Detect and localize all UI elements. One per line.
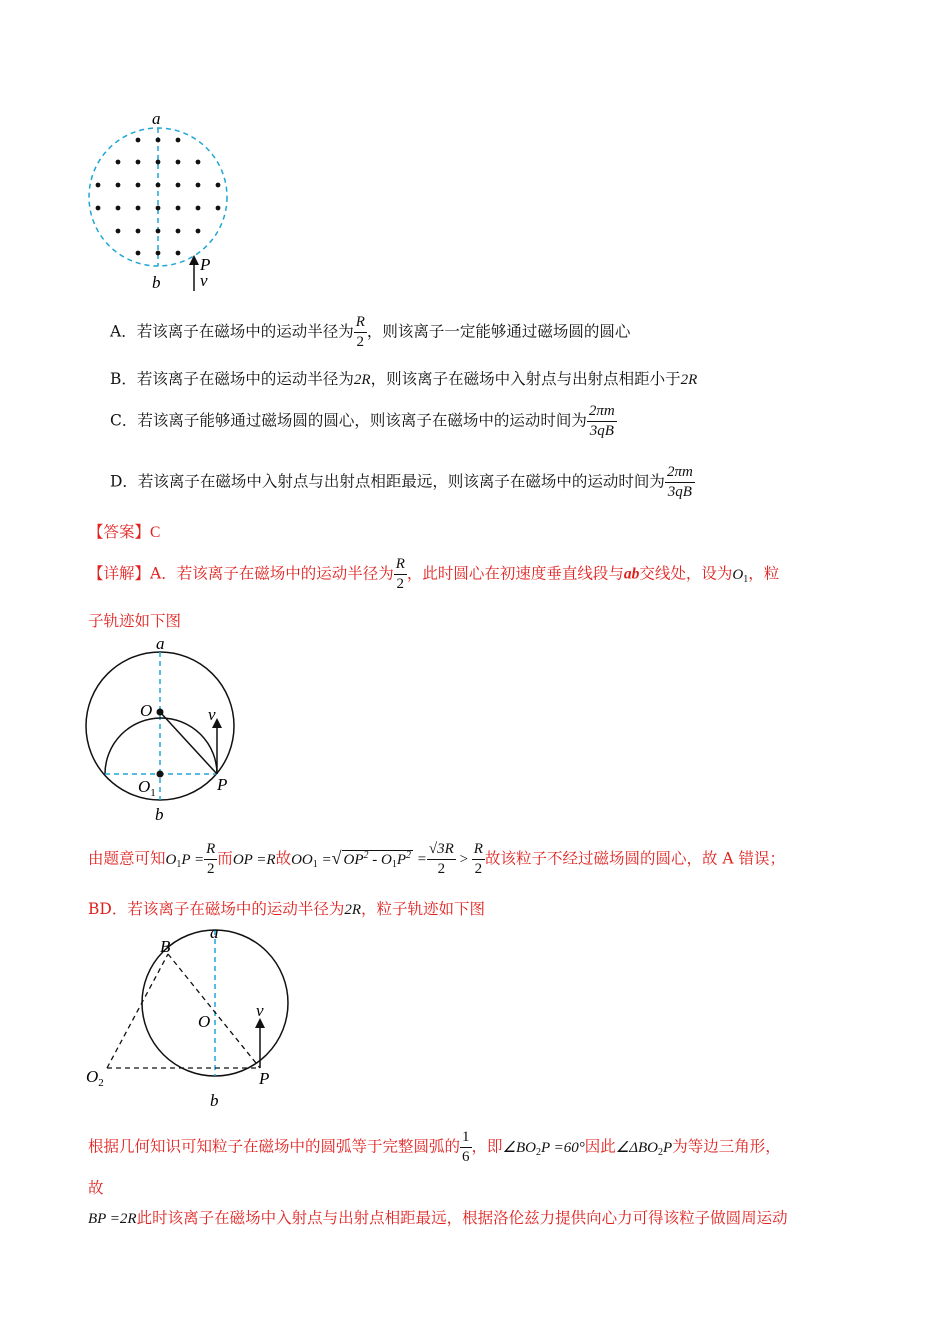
field-dot [136,206,141,211]
option-b [110,372,697,388]
bd-prefix: BD．若该离子在磁场中的运动半径为 [88,900,345,918]
field-dot [116,183,121,188]
sqrt-minus: - [368,851,382,868]
figure-trajectory-half-radius [80,632,250,824]
label-a: a [156,634,165,653]
frac-num: 1 [460,1128,472,1148]
field-dot [96,183,101,188]
frac-den: 6 [462,1149,470,1165]
bd-suffix: ，粒子轨迹如下图 [361,900,486,918]
final-text: 此时该离子在磁场中入射点与出射点相距最远，根据洛伦兹力提供向心力可得该粒子做圆周运动 [136,1209,788,1227]
field-dot [156,160,161,165]
field-dot [196,206,201,211]
fraction-r-2b [472,840,485,879]
detail-line-2 [88,614,181,630]
deduction-t1: 由题意可知 [88,849,166,868]
frac-den: 2 [206,861,215,877]
frac-num: R [354,313,367,333]
field-dot [196,183,201,188]
bd-math: 2R [344,902,361,918]
arrow-head [189,255,199,265]
label-b: b [155,805,164,824]
detail-line1-mid2: 交线处，设为 [639,564,733,583]
field-dot [176,251,181,256]
label-o1 [138,777,156,799]
geometry-t1: 根据几何知识可知粒子在磁场中的圆弧等于完整圆弧的 [88,1137,461,1156]
gt-sign: > [455,851,472,868]
answer-line [88,525,160,541]
sqrt-icon: √ [331,847,342,868]
frac-num: R [394,555,407,575]
trajectory-arc [105,718,217,774]
detail-line1-end: ，粒 [748,564,780,583]
option-c-fraction [587,402,617,441]
detail-ab: ab [623,565,640,583]
detail-line1-mid: ，此时圆心在初速度垂直线段与 [406,564,624,583]
label-b-upper: B [160,937,171,956]
option-b-prefix: B．若该离子在磁场中的运动半径为 [110,370,354,388]
o1p-rest: P = [181,851,205,868]
angle2-main: ∠ΔBO [615,1139,659,1156]
figure-magnetic-field [80,105,245,295]
o2-b-line [107,954,168,1068]
geometry-line-2 [88,1181,104,1197]
label-a: a [152,109,161,128]
field-dot [156,183,161,188]
field-dot [136,160,141,165]
label-v: v [208,705,216,724]
field-dot [176,229,181,234]
field-dot [136,138,141,143]
field-dot [136,183,141,188]
frac-num: √3R [427,840,456,860]
angle1-rest: P =60° [540,1139,585,1156]
o2-sub: 2 [98,1077,104,1089]
sqrt-op-sup: 2 [363,849,369,861]
o1-sub: 1 [743,573,749,585]
deduction-t4: 故该粒子不经过磁场圆的圆心，故 A 错误； [484,849,786,868]
detail-fraction [394,555,407,594]
sqrt-p: P [396,851,407,868]
label-p: P [217,775,228,794]
field-dot [116,160,121,165]
field-dot [96,206,101,211]
sqrt-o1-sub: 1 [391,858,397,870]
o2-letter: O [86,1067,99,1086]
o1-letter: O [138,777,151,796]
frac-num: R [204,840,217,860]
option-a-fraction [354,313,367,352]
bd-line [88,902,485,918]
field-dot [176,138,181,143]
deduction-line [88,840,785,879]
detail-label: 【详解】 [88,564,151,583]
field-dot [216,183,221,188]
fraction-r-2 [204,840,217,879]
frac-den: 2 [437,861,446,877]
angle2-expr [616,1140,672,1156]
label-o2 [86,1067,104,1089]
field-dot [216,206,221,211]
option-a-prefix: A．若该离子在磁场中的运动半径为 [110,322,354,341]
field-dot [156,206,161,211]
geometry-t4: 为等边三角形， [672,1137,781,1156]
label-v: v [256,1001,264,1020]
answer-value: C [150,524,161,541]
center-o-dot [157,709,164,716]
detail-o1 [732,567,748,583]
angle1-main: ∠BO [502,1139,536,1156]
oo1-eq: = [317,851,332,868]
option-c-prefix: C．若该离子能够通过磁场圆的圆心，则该离子在磁场中的运动时间为 [110,411,587,430]
field-dot [176,206,181,211]
field-dot [176,183,181,188]
label-p: P [200,255,211,274]
final-line [88,1211,788,1227]
field-dot [176,160,181,165]
label-b: b [210,1091,219,1110]
angle1-sub: 2 [535,1146,541,1158]
sqrt-expr [332,849,413,870]
angle2-sub: 2 [658,1146,664,1158]
op-expr: OP =R [232,851,276,868]
o1-letter: O [732,566,744,583]
detail-line1-prefix: A．若该离子在磁场中的运动半径为 [150,564,394,583]
sqrt-op: OP [343,851,364,868]
field-dot [156,138,161,143]
field-dot [136,251,141,256]
field-dot [156,229,161,234]
final-math: BP =2R [88,1211,137,1227]
geometry-t5: 故 [88,1179,104,1197]
field-dot [136,229,141,234]
o1p-sub: 1 [176,858,182,870]
option-c [110,402,617,441]
label-p: P [259,1069,270,1088]
angle1-expr [503,1140,585,1156]
angle2-rest: P [663,1139,673,1156]
detail-line2-text: 子轨迹如下图 [88,612,182,630]
field-dot [116,206,121,211]
sqrt-p-sup: 2 [406,849,412,861]
eq-sign: = [413,851,427,868]
option-d [110,463,695,502]
detail-line-1 [88,555,779,594]
frac-num: 2πm [587,402,617,422]
option-d-fraction [665,463,695,502]
label-b: b [152,273,161,292]
fraction-sqrt3r-2 [427,840,456,879]
label-v: v [200,271,208,290]
fraction-1-6 [460,1128,472,1167]
b-p-line [168,954,260,1068]
option-d-prefix: D．若该离子在磁场中入射点与出射点相距最远，则该离子在磁场中的运动时间为 [110,472,665,491]
option-b-mid: ，则该离子在磁场中入射点与出射点相距小于 [370,370,681,388]
answer-label: 【答案】 [88,523,151,541]
option-b-math1: 2R [353,372,371,388]
frac-den: 2 [356,334,365,350]
oo1-letters: OO [291,851,313,868]
figure-trajectory-2r [80,918,300,1113]
frac-den: 2 [474,861,483,877]
frac-num: R [472,840,485,860]
option-a-suffix: ，则该离子一定能够通过磁场圆的圆心 [366,322,631,341]
oo1-sub: 1 [312,858,318,870]
label-o: O [140,701,153,720]
field-dot [156,251,161,256]
field-dot [196,160,201,165]
option-a [110,313,630,352]
label-o: O [198,1012,211,1031]
deduction-t3: 故 [275,849,292,868]
field-dot [116,229,121,234]
geometry-t2: ，即 [471,1137,503,1156]
center-o1-dot [157,771,164,778]
o1-sub: 1 [150,787,156,799]
o1p-expr [166,852,205,868]
frac-num: 2πm [665,463,695,483]
o1p-o: O [165,851,177,868]
frac-den: 2 [396,576,405,592]
sqrt-o1: O [381,851,392,868]
label-a: a [210,923,219,942]
frac-den: 3qB [667,484,692,500]
field-dot [196,229,201,234]
frac-den: 3qB [589,423,614,439]
deduction-t2: 而 [217,849,233,868]
geometry-t3: 因此 [584,1137,616,1156]
geometry-line [88,1128,781,1167]
oo1-expr [291,852,332,868]
option-b-math2: 2R [680,372,698,388]
